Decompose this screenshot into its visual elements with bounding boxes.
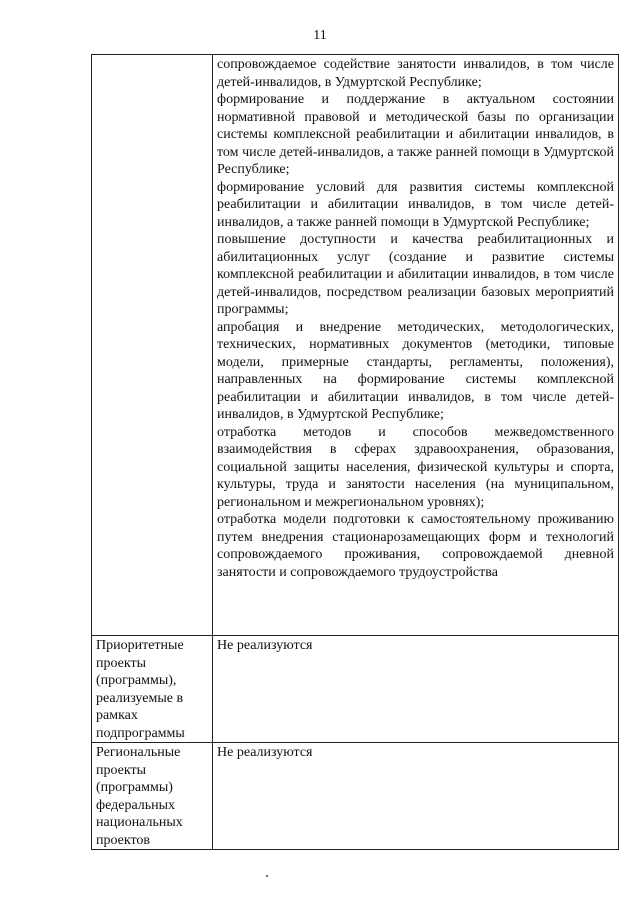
- table-row-tasks: [92, 55, 619, 636]
- tasks-label-cell: [92, 55, 213, 636]
- priority-projects-label: Приоритетные проекты (программы), реализуемые в рамках подпрограммы: [92, 636, 213, 743]
- task-item: отработка методов и способов межведомственного взаимодействия в сферах здравоохранения, образования, социальной защиты населения, физической культуры и спорта, культуры, труда и занятости населения (на муниципальном, региональном и межрегиональном уровнях);: [217, 424, 614, 510]
- priority-projects-value: Не реализуются: [213, 636, 619, 743]
- task-item: формирование условий для развития системы комплексной реабилитации и абилитации инвалидов, в том числе детей-инвалидов, а также ранней помощи в Удмуртской Республике;: [217, 179, 614, 230]
- table-row-priority-projects: [92, 636, 619, 743]
- task-item: отработка модели подготовки к самостоятельному проживанию путем внедрения стационарозамещающих форм и технологий сопровождаемого проживания, сопровождаемой дневной занятости и сопровождаемого трудоустройства: [217, 512, 614, 580]
- page-number: 11: [313, 28, 327, 43]
- subprogram-passport-table: [91, 54, 619, 850]
- regional-projects-value: Не реализуются: [213, 743, 619, 850]
- task-item: формирование и поддержание в актуальном состоянии нормативной правовой и методической базы по организации системы комплексной реабилитации и абилитации инвалидов, в том числе детей-инвалидов, а также ранней помощи в Удмуртской Республике;: [217, 92, 614, 177]
- task-item: сопровождаемое содействие занятости инвалидов, в том числе детей-инвалидов, в Удмуртской Республике;: [217, 57, 614, 90]
- task-item: апробация и внедрение методических, методологических, технических, нормативных документов (методики, типовые модели, примерные стандарты, регламенты, положения), направленных на формирование системы комплексной реабилитации и абилитации инвалидов, в том числе детей-инвалидов, в Удмуртской Республике;: [217, 319, 614, 422]
- table-row-regional-projects: [92, 743, 619, 850]
- scan-speck: [266, 875, 268, 877]
- task-item: повышение доступности и качества реабилитационных и абилитационных услуг (создание и развитие системы комплексной реабилитации и абилитации инвалидов, в том числе детей-инвалидов, посредством реализации базовых мероприятий программы;: [217, 232, 614, 317]
- tasks-content-cell: [213, 55, 619, 636]
- regional-projects-label: Региональные проекты (программы) федеральных национальных проектов: [92, 743, 213, 850]
